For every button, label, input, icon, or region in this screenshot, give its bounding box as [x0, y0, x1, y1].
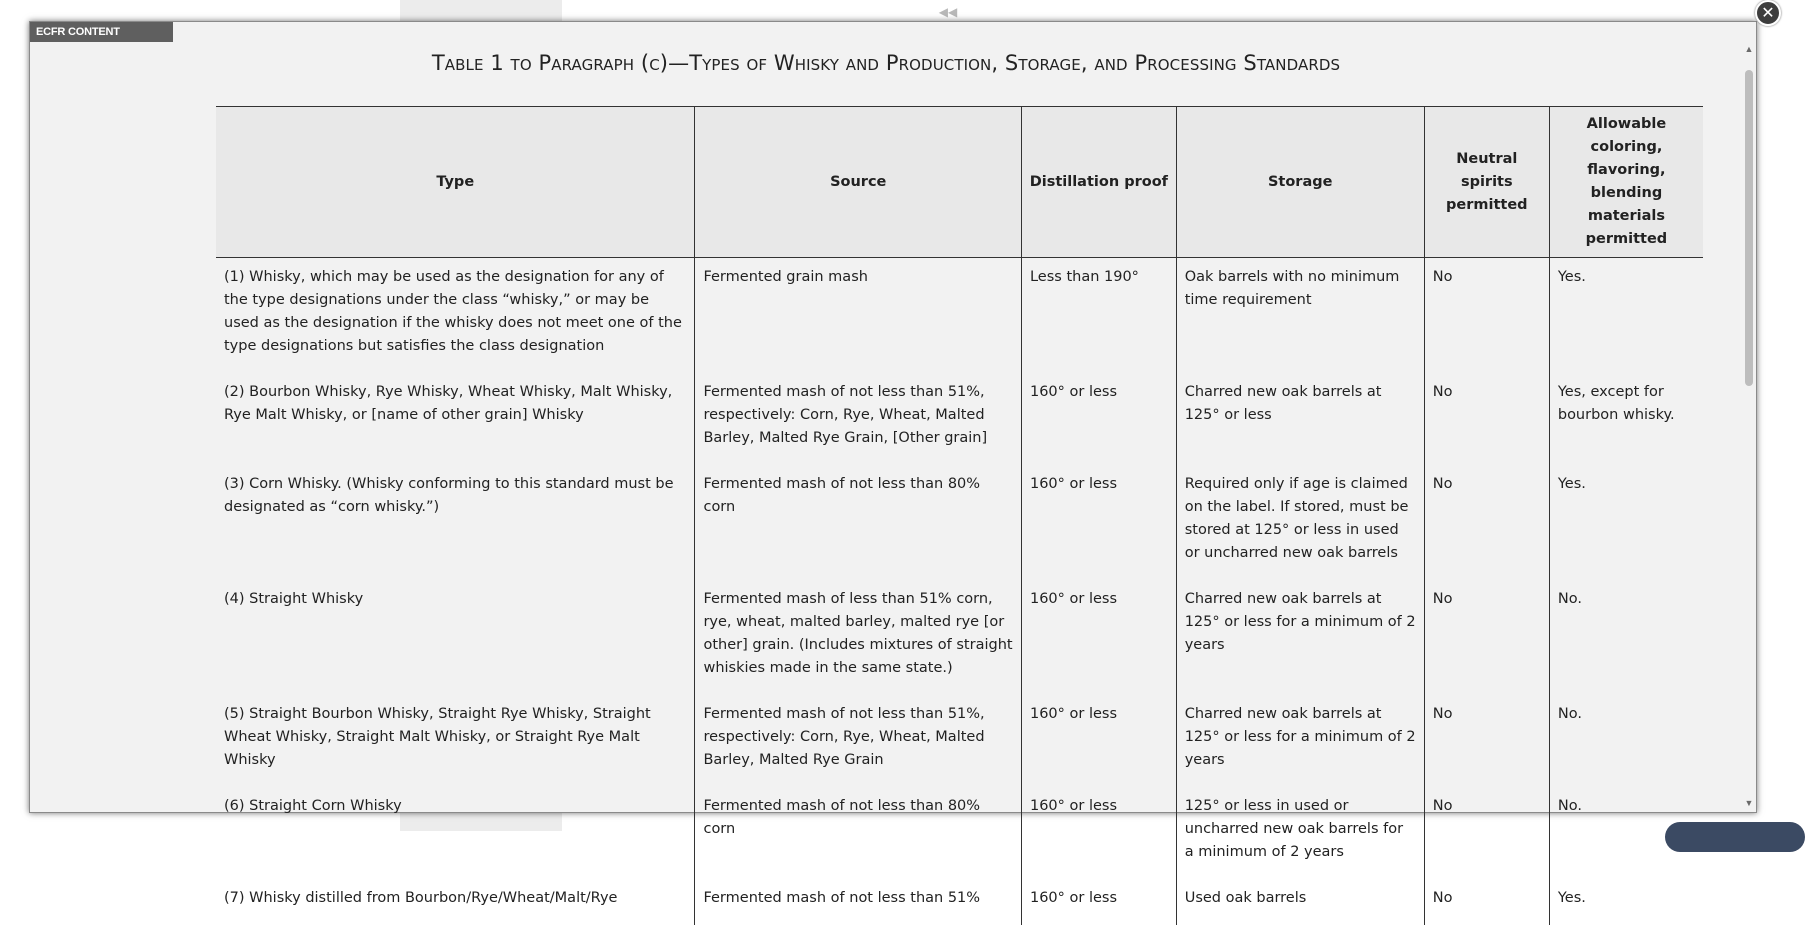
cell-storage: Charred new oak barrels at 125° or less [1176, 373, 1424, 465]
header-distillation-proof: Distillation proof [1021, 107, 1176, 258]
double-chevron-left-icon[interactable]: ◀◀ [938, 5, 958, 19]
cell-allowable: No. [1549, 787, 1703, 879]
table-row [216, 879, 1703, 925]
cell-source: Fermented mash of less than 51% corn, rye, wheat, malted barley, malted rye [or other] grain. (Includes mixtures of straight whiskies made in the same state.) [695, 580, 1022, 695]
cell-source: Fermented mash of not less than 51% [695, 879, 1022, 925]
cell-type: (7) Whisky distilled from Bourbon/Rye/Wheat/Malt/Rye [224, 890, 618, 906]
cell-neutral-spirits: No [1424, 695, 1549, 787]
cell-source: Fermented mash of not less than 51%, respectively: Corn, Rye, Wheat, Malted Barley, Malted Rye Grain, [Other grain] [695, 373, 1022, 465]
cell-allowable: Yes. [1549, 258, 1703, 374]
cell-storage: Required only if age is claimed on the label. If stored, must be stored at 125° or less in used or uncharred new oak barrels [1176, 465, 1424, 580]
ecfr-content-tab: ECFR CONTENT [30, 22, 173, 42]
cell-type: (1) Whisky, which may be used as the designation for any of the type designations under the class “whisky,” or may be used as the designation if the whisky does not meet one of the type designations but satisfies the class designation [224, 269, 682, 354]
cell-neutral-spirits: No [1424, 258, 1549, 374]
cell-source: Fermented mash of not less than 80% corn [695, 465, 1022, 580]
cell-neutral-spirits: No [1424, 879, 1549, 925]
cell-source: Fermented mash of not less than 80% corn [695, 787, 1022, 879]
scroll-up-arrow-icon[interactable]: ▲ [1744, 44, 1754, 54]
cell-type: (2) Bourbon Whisky, Rye Whisky, Wheat Whisky, Malt Whisky, Rye Malt Whisky, or [name of other grain] Whisky [224, 384, 673, 423]
cell-type: (3) Corn Whisky. (Whisky conforming to this standard must be designated as “corn whisky.”) [224, 476, 674, 515]
cell-allowable: Yes, except for bourbon whisky. [1549, 373, 1703, 465]
cell-proof: 160° or less [1021, 787, 1176, 879]
ecfr-content-modal [29, 21, 1757, 906]
scrollbar-thumb[interactable] [1745, 70, 1753, 386]
header-storage: Storage [1176, 107, 1424, 258]
cell-type: (6) Straight Corn Whisky [224, 798, 402, 814]
cell-proof: 160° or less [1021, 465, 1176, 580]
cell-neutral-spirits: No [1424, 787, 1549, 879]
cell-storage: Charred new oak barrels at 125° or less for a minimum of 2 years [1176, 580, 1424, 695]
cell-proof: Less than 190° [1021, 258, 1176, 374]
scroll-down-arrow-icon[interactable]: ▼ [1744, 798, 1754, 808]
cell-proof: 160° or less [1021, 879, 1176, 925]
cell-type: (4) Straight Whisky [224, 591, 364, 607]
header-type: Type [216, 107, 695, 258]
table-row [216, 258, 1703, 374]
header-neutral-spirits: Neutral spirits permitted [1424, 107, 1549, 258]
cell-neutral-spirits: No [1424, 580, 1549, 695]
cell-allowable: Yes. [1549, 465, 1703, 580]
modal-scroll-area[interactable] [30, 22, 1742, 906]
cell-type: (5) Straight Bourbon Whisky, Straight Rye Whisky, Straight Wheat Whisky, Straight Malt Whisky, or Straight Rye Malt Whisky [224, 706, 651, 768]
cell-source: Fermented grain mash [695, 258, 1022, 374]
cell-storage: 125° or less in used or uncharred new oak barrels for a minimum of 2 years [1176, 787, 1424, 879]
table-row [216, 787, 1703, 879]
close-icon[interactable]: ✕ [1755, 0, 1781, 26]
cell-proof: 160° or less [1021, 580, 1176, 695]
cell-neutral-spirits: No [1424, 373, 1549, 465]
header-source: Source [695, 107, 1022, 258]
cell-storage: Used oak barrels [1176, 879, 1424, 925]
cell-source: Fermented mash of not less than 51%, respectively: Corn, Rye, Wheat, Malted Barley, Malted Rye Grain [695, 695, 1022, 787]
cell-proof: 160° or less [1021, 373, 1176, 465]
table-row [216, 695, 1703, 787]
cell-allowable: Yes. [1549, 879, 1703, 925]
table-title: Table 1 to Paragraph (c)—Types of Whisky and Production, Storage, and Processing Standards [431, 51, 1341, 75]
cell-neutral-spirits: No [1424, 465, 1549, 580]
cell-proof: 160° or less [1021, 695, 1176, 787]
vertical-scrollbar[interactable] [1742, 22, 1756, 812]
table-row [216, 465, 1703, 580]
cell-allowable: No. [1549, 580, 1703, 695]
table-header-row [216, 107, 1703, 258]
cell-storage: Charred new oak barrels at 125° or less for a minimum of 2 years [1176, 695, 1424, 787]
whisky-standards-table [216, 106, 1703, 925]
table-row [216, 373, 1703, 465]
header-allowable-materials: Allowable coloring, flavoring, blending materials permitted [1549, 107, 1703, 258]
table-row [216, 580, 1703, 695]
cell-allowable: No. [1549, 695, 1703, 787]
cell-storage: Oak barrels with no minimum time requirement [1176, 258, 1424, 374]
